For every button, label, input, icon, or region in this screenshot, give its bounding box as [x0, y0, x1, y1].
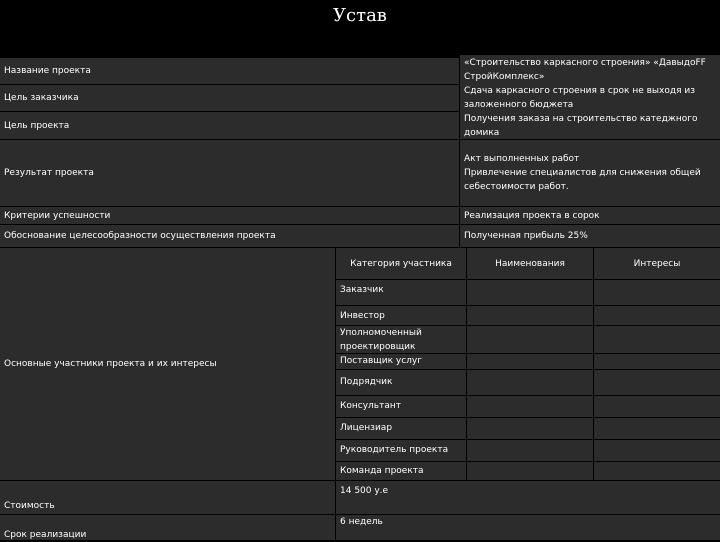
label-project-goal	[0, 112, 459, 139]
participant-row	[336, 354, 466, 369]
participant-interests-cell	[594, 354, 720, 369]
value-project-result	[460, 140, 720, 206]
result-line-3: себестоимости работ.	[464, 182, 569, 192]
participant-name: Инвестор	[340, 311, 385, 321]
value-success-criteria	[460, 207, 720, 224]
value-text: Полученная прибыль 25%	[464, 231, 588, 241]
project-name-line-1: «Строительство каркасного строения» «ДавыдоFF	[464, 58, 706, 68]
participant-interests-cell	[594, 396, 720, 417]
participant-name: Руководитель проекта	[340, 445, 449, 455]
label-text: Цель заказчика	[4, 93, 79, 103]
customer-goal-line-2: заложенного бюджета	[464, 100, 574, 110]
participant-row	[336, 440, 466, 461]
participant-row	[336, 280, 466, 305]
participant-names-cell	[467, 306, 593, 325]
participant-interests-cell	[594, 280, 720, 305]
label-cost	[0, 481, 335, 514]
label-text: Срок реализации	[4, 529, 87, 540]
project-name-line-2: СтройКомплекс»	[464, 72, 545, 82]
participant-names-cell	[467, 462, 593, 480]
participant-name: Заказчик	[340, 285, 384, 295]
participant-names-cell	[467, 326, 593, 353]
label-text: Обоснование целесообразности осуществления проекта	[4, 231, 276, 241]
participant-name: проектировщик	[340, 342, 416, 352]
value-justification	[460, 225, 720, 247]
label-text: Критерии успешности	[4, 210, 111, 221]
value-top-block	[460, 55, 720, 139]
participant-interests-cell	[594, 326, 720, 353]
participant-names-cell	[467, 396, 593, 417]
participant-name: Поставщик услуг	[340, 356, 422, 366]
label-text: Стоимость	[4, 500, 55, 511]
participant-names-cell	[467, 280, 593, 305]
participant-interests-cell	[594, 462, 720, 480]
label-duration	[0, 515, 335, 540]
participant-row	[336, 462, 466, 480]
label-text: Результат проекта	[4, 168, 94, 178]
participant-names-cell	[467, 440, 593, 461]
header-text: Интересы	[633, 258, 681, 269]
participant-row	[336, 370, 466, 395]
participant-name: Уполномоченный	[340, 328, 422, 338]
header-interests	[594, 248, 720, 279]
result-line-2: Привлечение специалистов для снижения общей	[464, 168, 701, 178]
label-project-result	[0, 140, 459, 206]
participant-names-cell	[467, 418, 593, 439]
value-text: 6 недель	[340, 517, 383, 527]
project-goal-line-1: Получения заказа на строительство катеджного домика	[464, 114, 698, 138]
value-text: Реализация проекта в сорок	[464, 210, 600, 221]
label-participants	[0, 248, 335, 480]
label-justification	[0, 225, 459, 247]
label-project-name	[0, 58, 459, 84]
label-success-criteria	[0, 207, 459, 224]
value-duration	[336, 515, 720, 540]
participant-interests-cell	[594, 418, 720, 439]
participant-row	[336, 418, 466, 439]
customer-goal-line-1: Сдача каркасного строения в срок не выходя из	[464, 86, 696, 96]
header-names	[467, 248, 593, 279]
page-title: Устав	[333, 5, 387, 26]
participant-interests-cell	[594, 370, 720, 395]
value-text: 14 500 у.е	[340, 486, 389, 496]
participant-names-cell	[467, 370, 593, 395]
participant-interests-cell	[594, 440, 720, 461]
participant-row	[336, 306, 466, 325]
participant-name: Команда проекта	[340, 466, 424, 476]
label-text: Цель проекта	[4, 120, 70, 131]
result-line-1: Акт выполненных работ	[464, 154, 580, 164]
value-cost	[336, 481, 720, 514]
label-text: Основные участники проекта и их интересы	[4, 359, 217, 369]
participant-interests-cell	[594, 306, 720, 325]
label-customer-goal	[0, 85, 459, 111]
participant-name: Консультант	[340, 401, 401, 411]
header-text: Категория участника	[350, 258, 452, 269]
header-category	[336, 248, 466, 279]
participant-row	[336, 326, 466, 353]
participant-row	[336, 396, 466, 417]
label-text: Название проекта	[4, 66, 91, 76]
participant-name: Подрядчик	[340, 377, 393, 387]
header-text: Наименования	[495, 258, 565, 269]
participant-names-cell	[467, 354, 593, 369]
participant-name: Лицензиар	[340, 423, 393, 433]
